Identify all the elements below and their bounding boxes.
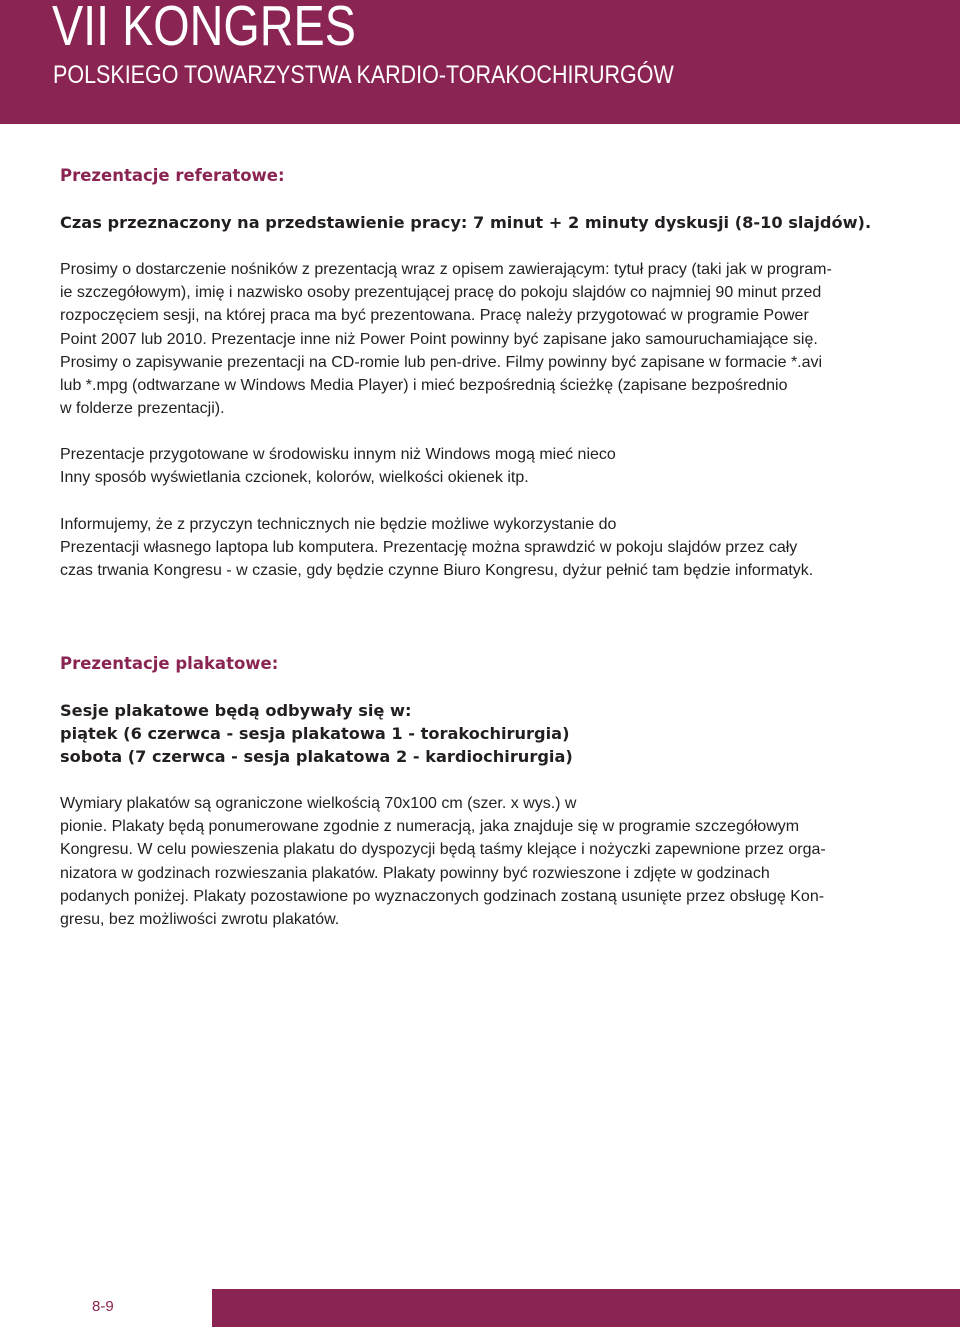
plakatowe-paragraph-1	[60, 792, 905, 931]
referatowe-paragraph-2	[60, 443, 905, 489]
presentation-time-line: Czas przeznaczony na przedstawienie pracy: 7 minut + 2 minuty dyskusji (8-10 slajdów).	[60, 213, 872, 232]
section-heading-referatowe: Prezentacje referatowe:	[60, 166, 285, 185]
text-line: Informujemy, że z przyczyn technicznych nie będzie możliwe wykorzystanie do	[60, 516, 617, 533]
footer-band	[212, 1289, 960, 1327]
text-line: Prosimy o zapisywanie prezentacji na CD-romie lub pen-drive. Filmy powinny być zapisane w formacie *.avi	[60, 353, 823, 371]
text-line: Prezentacji własnego laptopa lub komputera. Prezentację można sprawdzić w pokoju slajdów przez cały	[60, 539, 798, 557]
poster-sessions-block	[60, 699, 905, 769]
text-line: Prezentacje przygotowane w środowisku innym niż Windows mogą mieć nieco	[60, 446, 616, 463]
text-line: Kongresu. W celu powieszenia plakatu do dyspozycji będą taśmy klejące i nożyczki zapewnione przez orga-	[60, 841, 826, 859]
text-line: gresu, bez możliwości zwrotu plakatów.	[60, 911, 340, 929]
congress-subtitle: POLSKIEGO TOWARZYSTWA KARDIO-TORAKOCHIRURGÓW	[53, 61, 674, 89]
poster-session-friday: piątek (6 czerwca - sesja plakatowa 1 - torakochirurgia)	[60, 724, 570, 744]
text-line: Wymiary plakatów są ograniczone wielkością 70x100 cm (szer. x wys.) w	[60, 795, 577, 812]
poster-session-saturday: sobota (7 czerwca - sesja plakatowa 2 - kardiochirurgia)	[60, 747, 573, 767]
text-line: rozpoczęciem sesji, na której praca ma być prezentowana. Pracę należy przygotować w programie Power	[60, 307, 809, 325]
text-line: w folderze prezentacji).	[60, 400, 225, 418]
page-number: 8-9	[92, 1298, 114, 1315]
text-line: Point 2007 lub 2010. Prezentacje inne niż Power Point powinny być zapisane jako samouruchamiające się.	[60, 330, 818, 348]
section-heading-plakatowe: Prezentacje plakatowe:	[60, 654, 279, 673]
referatowe-heading-block	[60, 166, 905, 186]
header-band	[0, 0, 960, 124]
text-line: Inny sposób wyświetlania czcionek, kolorów, wielkości okienek itp.	[60, 469, 529, 487]
text-line: czas trwania Kongresu - w czasie, gdy będzie czynne Biuro Kongresu, dyżur pełnić tam będzie informatyk.	[60, 562, 814, 580]
text-line: nizatora w godzinach rozwieszania plakatów. Plakaty powinny być rozwieszone i zdjęte w godzinach	[60, 864, 770, 882]
plakatowe-heading-block	[60, 654, 905, 674]
text-line: podanych poniżej. Plakaty pozostawione po wyznaczonych godzinach zostaną usunięte przez obsługę Kon-	[60, 887, 825, 905]
text-line: Prosimy o dostarczenie nośników z prezentacją wraz z opisem zawierającym: tytuł pracy (taki jak w program-	[60, 261, 832, 278]
time-line-block	[60, 211, 905, 234]
congress-title: VII KONGRES	[52, 0, 356, 58]
text-line: pionie. Plakaty będą ponumerowane zgodnie z numeracją, jaka znajduje się w programie szczegółowym	[60, 818, 800, 836]
referatowe-paragraph-3	[60, 513, 905, 583]
text-line: lub *.mpg (odtwarzane w Windows Media Player) i mieć bezpośrednią ścieżkę (zapisane bezpośrednio	[60, 377, 788, 395]
text-line: ie szczegółowym), imię i nazwisko osoby prezentującej pracę do pokoju slajdów co najmniej 90 minut przed	[60, 284, 822, 302]
poster-sessions-intro: Sesje plakatowe będą odbywały się w:	[60, 701, 412, 720]
referatowe-paragraph-1	[60, 258, 905, 420]
